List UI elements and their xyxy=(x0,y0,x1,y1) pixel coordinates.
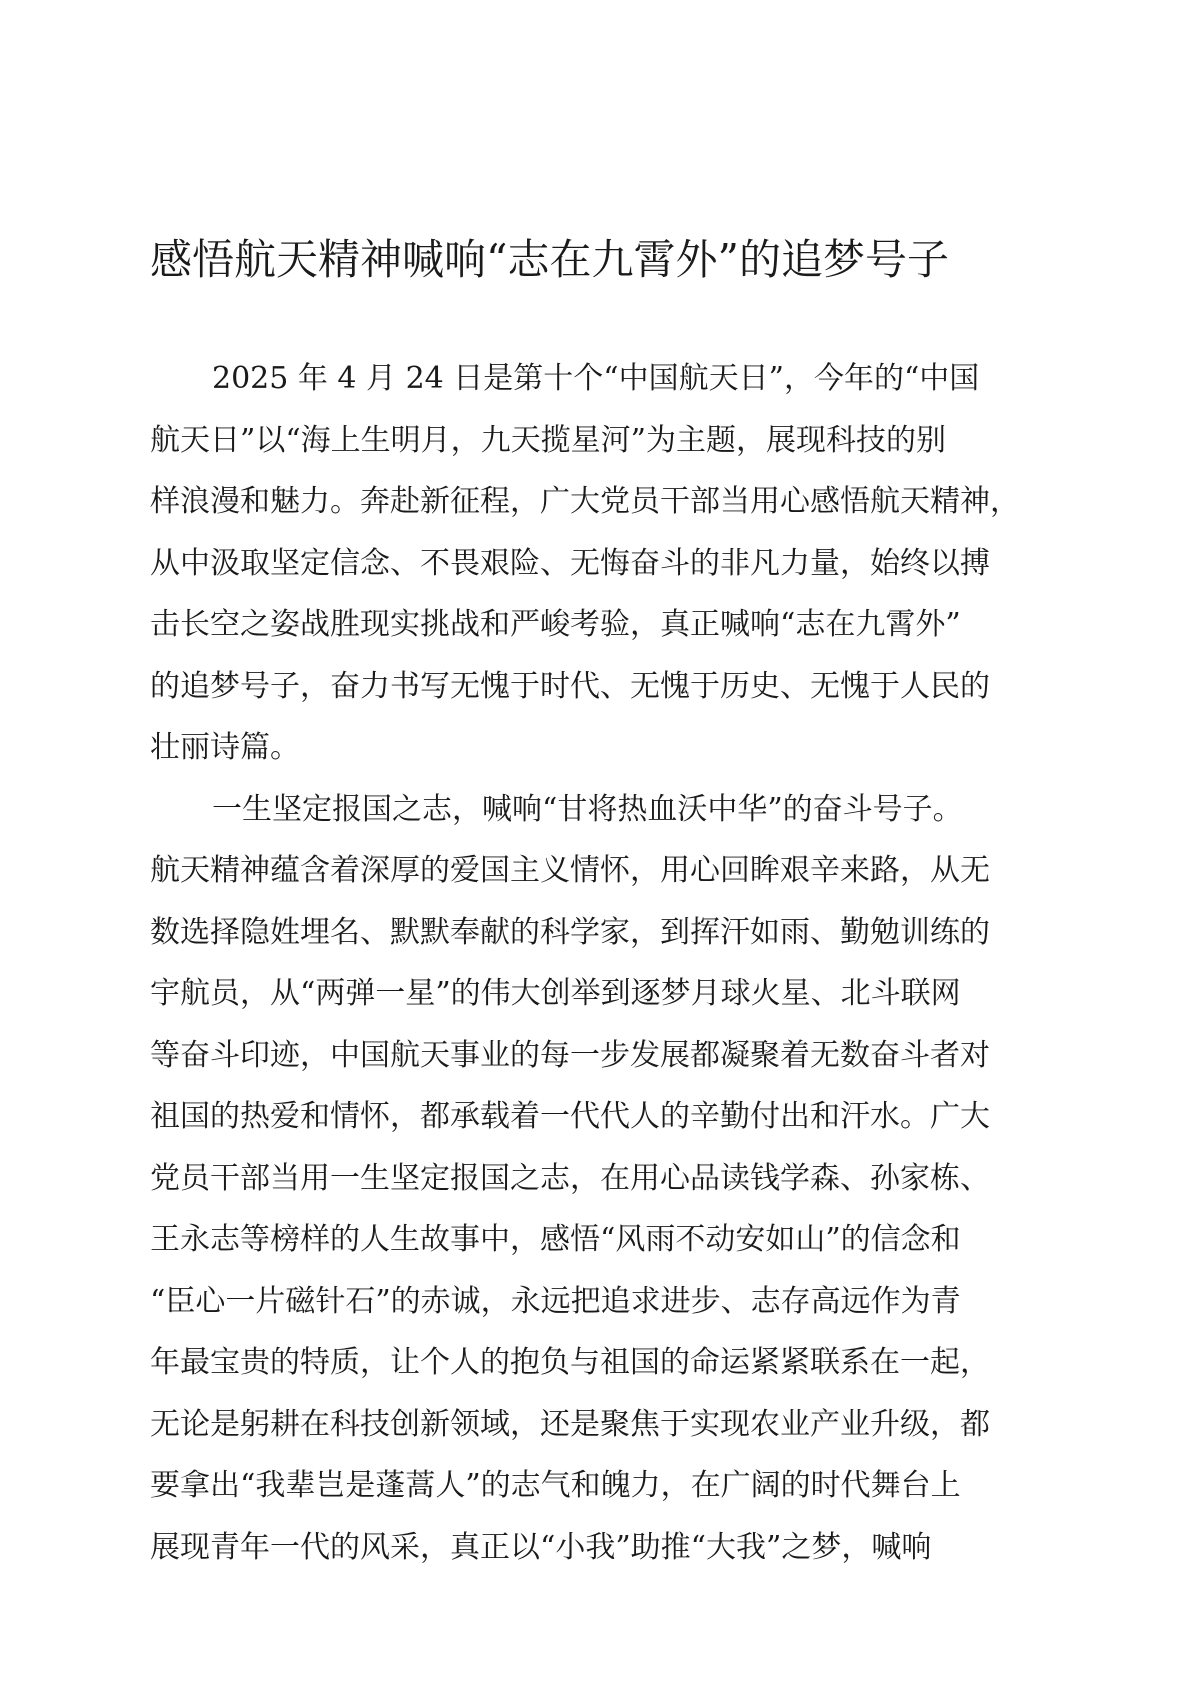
paragraph-2-line-4: 宇航员，从“两弹一星”的伟大创举到逐梦月球火星、北斗联网 xyxy=(150,976,961,1011)
paragraph-2-line-7: 党员干部当用一生坚定报国之志，在用心品读钱学森、孙家栋、 xyxy=(150,1160,990,1196)
paragraph-1-line-6: 的追梦号子，奋力书写无愧于时代、无愧于历史、无愧于人民的 xyxy=(150,668,990,704)
paragraph-2-line-3: 数选择隐姓埋名、默默奉献的科学家，到挥汗如雨、勤勉训练的 xyxy=(150,914,990,950)
paragraph-1-line-2: 航天日”以“海上生明月，九天揽星河”为主题，展现科技的别 xyxy=(150,422,947,458)
paragraph-2-line-2: 航天精神蕴含着深厚的爱国主义情怀，用心回眸艰辛来路，从无 xyxy=(150,853,990,888)
paragraph-1-line-1: 2025 年 4 月 24 日是第十个“中国航天日”，今年的“中国 xyxy=(212,361,980,396)
paragraph-2-line-5: 等奋斗印迹，中国航天事业的每一步发展都凝聚着无数奋斗者对 xyxy=(150,1037,990,1073)
paragraph-2-line-8: 王永志等榜样的人生故事中，感悟“风雨不动安如山”的信念和 xyxy=(150,1222,961,1257)
paragraph-1-line-7: 壮丽诗篇。 xyxy=(150,730,300,765)
document-title: 感悟航天精神喊响“志在九霄外”的追梦号子 xyxy=(150,235,949,284)
paragraph-2-line-6: 祖国的热爱和情怀，都承载着一代代人的辛勤付出和汗水。广大 xyxy=(150,1099,990,1134)
paragraph-2-line-10: 年最宝贵的特质，让个人的抱负与祖国的命运紧紧联系在一起， xyxy=(150,1345,990,1380)
paragraph-1-line-4: 从中汲取坚定信念、不畏艰险、无悔奋斗的非凡力量，始终以搏 xyxy=(150,545,990,581)
paragraph-2-line-1: 一生坚定报国之志，喊响“甘将热血沃中华”的奋斗号子。 xyxy=(212,791,963,827)
paragraph-1-line-3: 样浪漫和魅力。奔赴新征程，广大党员干部当用心感悟航天精神， xyxy=(150,484,1020,519)
paragraph-2-line-13: 展现青年一代的风采，真正以“小我”助推“大我”之梦，喊响 xyxy=(150,1529,932,1565)
paragraph-2-line-9: “臣心一片磁针石”的赤诚，永远把追求进步、志存高远作为青 xyxy=(150,1283,961,1319)
paragraph-2-line-11: 无论是躬耕在科技创新领域，还是聚焦于实现农业产业升级，都 xyxy=(150,1406,990,1442)
document-body xyxy=(150,348,1040,1578)
paragraph-2-line-12: 要拿出“我辈岂是蓬蒿人”的志气和魄力，在广阔的时代舞台上 xyxy=(150,1468,961,1503)
paragraph-1-line-5: 击长空之姿战胜现实挑战和严峻考验，真正喊响“志在九霄外” xyxy=(150,607,961,642)
